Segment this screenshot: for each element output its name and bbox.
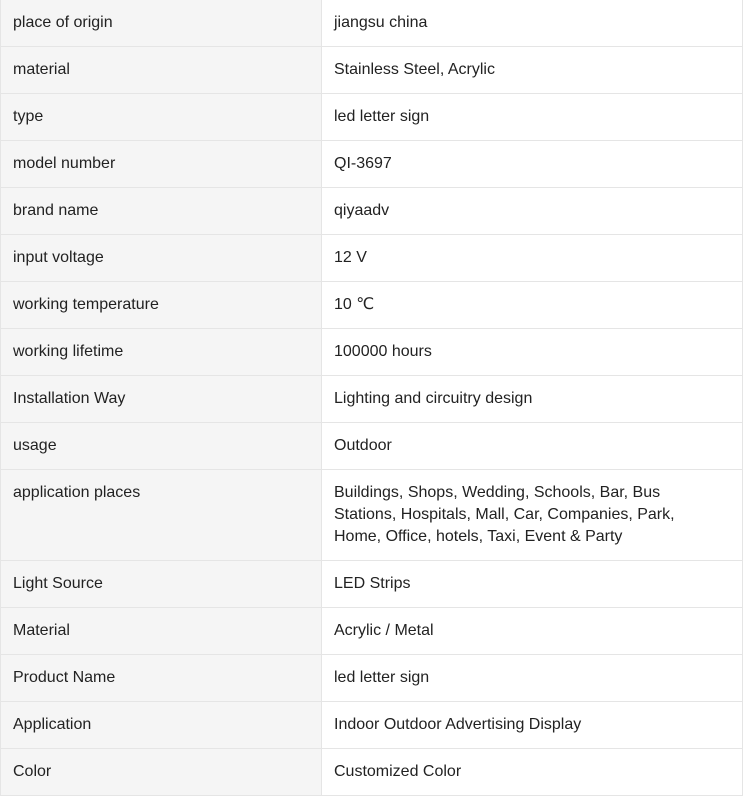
spec-value: led letter sign [322,94,743,141]
table-row [1,282,743,329]
spec-value: qiyaadv [322,188,743,235]
table-row [1,94,743,141]
spec-key: input voltage [1,235,322,282]
table-row [1,655,743,702]
spec-value: 100000 hours [322,329,743,376]
spec-value: jiangsu china [322,0,743,47]
spec-key: Installation Way [1,376,322,423]
spec-value: QI-3697 [322,141,743,188]
table-row [1,702,743,749]
spec-value: LED Strips [322,561,743,608]
spec-key: usage [1,423,322,470]
spec-key: brand name [1,188,322,235]
spec-key: type [1,94,322,141]
table-row [1,376,743,423]
table-row [1,141,743,188]
spec-value: Acrylic / Metal [322,608,743,655]
table-row [1,561,743,608]
spec-key: application places [1,470,322,561]
spec-key: Color [1,749,322,796]
table-row [1,423,743,470]
table-row [1,608,743,655]
spec-key: working temperature [1,282,322,329]
spec-value: 10 ℃ [322,282,743,329]
spec-value: Customized Color [322,749,743,796]
spec-key: Application [1,702,322,749]
table-row [1,188,743,235]
spec-key: working lifetime [1,329,322,376]
spec-key: Material [1,608,322,655]
table-row [1,235,743,282]
spec-value: Outdoor [322,423,743,470]
spec-key: Light Source [1,561,322,608]
spec-value: Lighting and circuitry design [322,376,743,423]
table-row [1,470,743,561]
spec-value: Buildings, Shops, Wedding, Schools, Bar, Bus Stations, Hospitals, Mall, Car, Companies, Park, Home, Office, hotels, Taxi, Event & Party [322,470,743,561]
spec-key: material [1,47,322,94]
table-row [1,749,743,796]
spec-key: place of origin [1,0,322,47]
spec-value: Stainless Steel, Acrylic [322,47,743,94]
spec-value: Indoor Outdoor Advertising Display [322,702,743,749]
spec-key: model number [1,141,322,188]
spec-table-body [1,0,743,796]
spec-key: Product Name [1,655,322,702]
table-row [1,329,743,376]
table-row [1,0,743,47]
spec-value: 12 V [322,235,743,282]
spec-value: led letter sign [322,655,743,702]
table-row [1,47,743,94]
